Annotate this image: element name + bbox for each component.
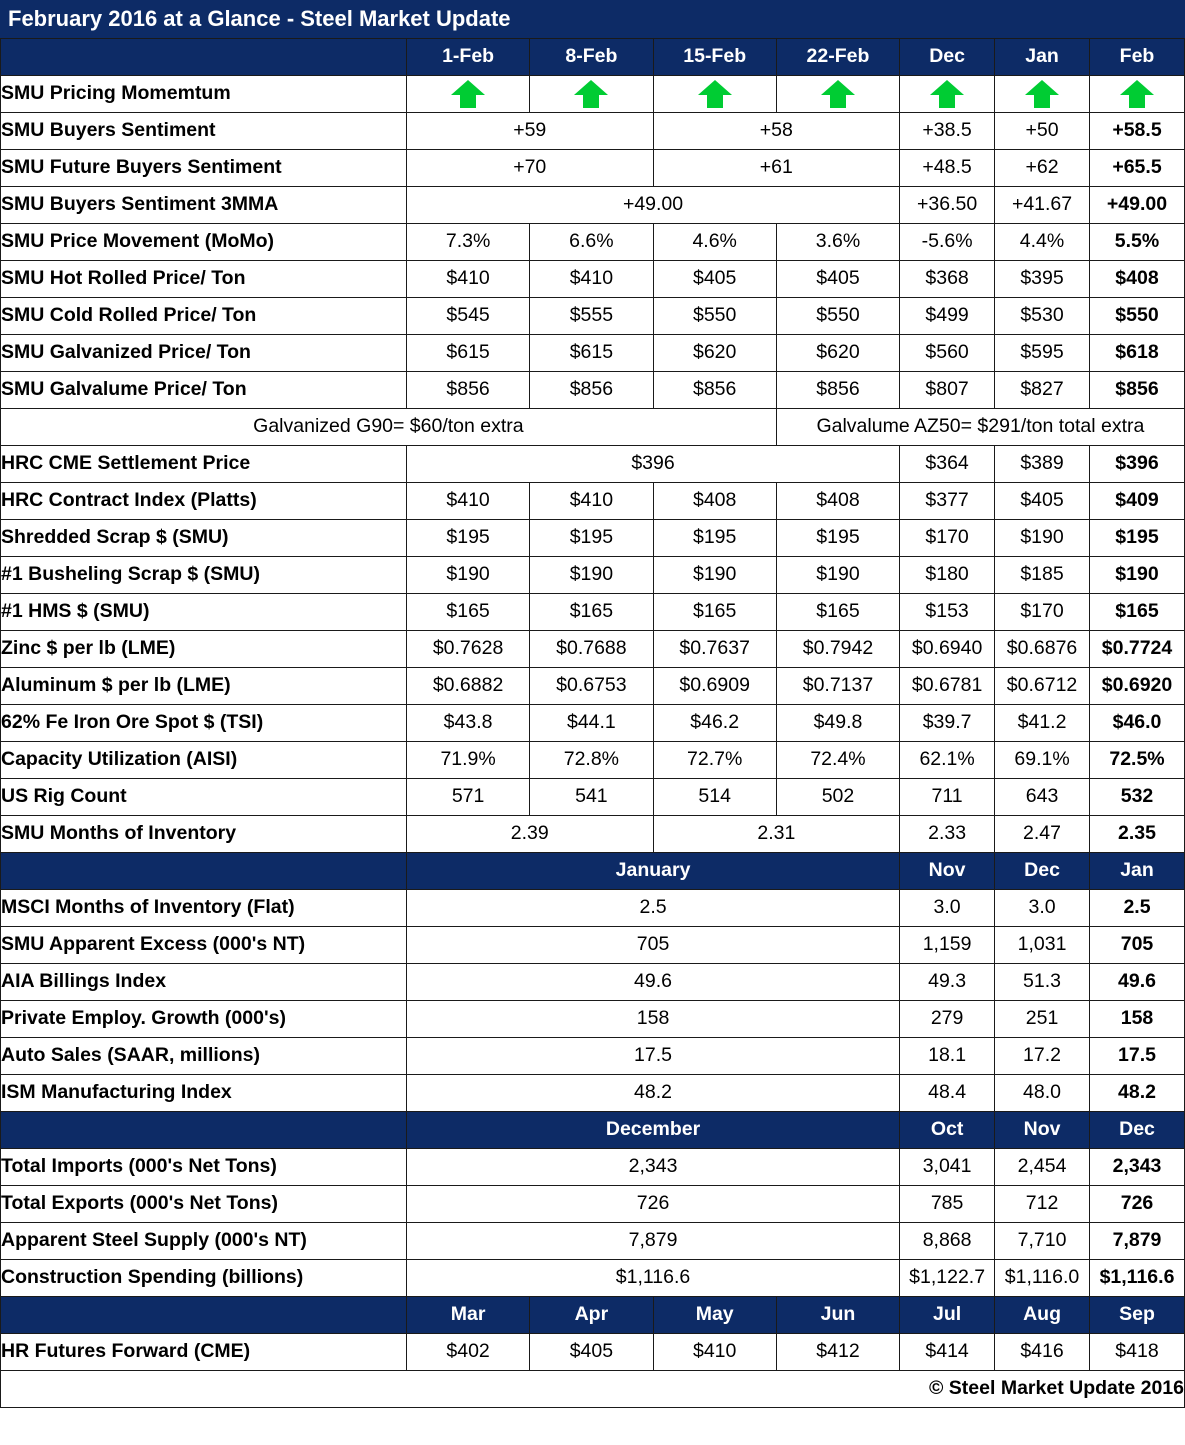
cell-value: 69.1% [995, 742, 1090, 779]
cell-value: $412 [776, 1334, 899, 1371]
cell-value: $856 [530, 372, 653, 409]
cell-value: 48.0 [995, 1075, 1090, 1112]
green-up-arrow-icon [1120, 80, 1154, 108]
cell-value: 711 [900, 779, 995, 816]
cell-value: $410 [530, 261, 653, 298]
table-row [1, 631, 1185, 668]
table-row [1, 557, 1185, 594]
green-up-arrow-icon [698, 80, 732, 108]
cell-value: 2.31 [653, 816, 900, 853]
cell-value: 705 [1090, 927, 1185, 964]
cell-value: -5.6% [900, 224, 995, 261]
cell-value: $620 [653, 335, 776, 372]
cell-value: 251 [995, 1001, 1090, 1038]
cell-value: $615 [530, 335, 653, 372]
cell-value: $545 [406, 298, 529, 335]
cell-value: $550 [776, 298, 899, 335]
col-header-may: May [653, 1297, 776, 1334]
row-label: SMU Price Movement (MoMo) [1, 224, 407, 261]
col-header-aug: Aug [995, 1297, 1090, 1334]
col-header-feb: Feb [1090, 39, 1185, 76]
row-label: Total Imports (000's Net Tons) [1, 1149, 407, 1186]
col-header-22feb: 22-Feb [776, 39, 899, 76]
col-header-8feb: 8-Feb [530, 39, 653, 76]
cell-value: 72.5% [1090, 742, 1185, 779]
cell-value: $595 [995, 335, 1090, 372]
cell-value: 2.47 [995, 816, 1090, 853]
green-up-arrow-icon [930, 80, 964, 108]
cell-value: $409 [1090, 483, 1185, 520]
weekly-header-row [1, 39, 1185, 76]
cell-value: $807 [900, 372, 995, 409]
cell-value: $195 [776, 520, 899, 557]
cell-value: $410 [653, 1334, 776, 1371]
cell-value: 726 [406, 1186, 899, 1223]
cell-value: $165 [406, 594, 529, 631]
cell-value: $0.6876 [995, 631, 1090, 668]
col-header-oct: Oct [900, 1112, 995, 1149]
cell-value: $0.6909 [653, 668, 776, 705]
table-row [1, 1334, 1185, 1371]
cell-value: 4.4% [995, 224, 1090, 261]
table-row [1, 113, 1185, 150]
col-header-jan: Jan [1090, 853, 1185, 890]
cell-value: $618 [1090, 335, 1185, 372]
cell-value: 3.0 [900, 890, 995, 927]
cell-value: $0.7688 [530, 631, 653, 668]
cell-value: 71.9% [406, 742, 529, 779]
cell-value: $185 [995, 557, 1090, 594]
row-label: Private Employ. Growth (000's) [1, 1001, 407, 1038]
cell-value: $368 [900, 261, 995, 298]
cell-value: 502 [776, 779, 899, 816]
row-label: HRC CME Settlement Price [1, 446, 407, 483]
cell-value: 7,710 [995, 1223, 1090, 1260]
row-label: SMU Pricing Momemtum [1, 76, 407, 113]
cell-value: $190 [530, 557, 653, 594]
cell-value: $555 [530, 298, 653, 335]
col-header-dec: Dec [900, 39, 995, 76]
momentum-cell-8feb [530, 76, 653, 113]
cell-value: $856 [653, 372, 776, 409]
cell-value: 3.0 [995, 890, 1090, 927]
cell-value: 17.2 [995, 1038, 1090, 1075]
cell-value: $414 [900, 1334, 995, 1371]
cell-value: $190 [1090, 557, 1185, 594]
cell-value: $377 [900, 483, 995, 520]
cell-value: 7,879 [1090, 1223, 1185, 1260]
cell-value: $620 [776, 335, 899, 372]
cell-value: $0.7628 [406, 631, 529, 668]
table-row [1, 446, 1185, 483]
table-row [1, 335, 1185, 372]
cell-value: 2.5 [406, 890, 899, 927]
cell-value: +50 [995, 113, 1090, 150]
row-label: Zinc $ per lb (LME) [1, 631, 407, 668]
cell-value: +59 [406, 113, 653, 150]
row-label: 62% Fe Iron Ore Spot $ (TSI) [1, 705, 407, 742]
cell-value: $0.7137 [776, 668, 899, 705]
cell-value: 49.6 [1090, 964, 1185, 1001]
trade-header-row [1, 1112, 1185, 1149]
cell-value: 2.39 [406, 816, 653, 853]
cell-value: 17.5 [406, 1038, 899, 1075]
cell-value: 49.6 [406, 964, 899, 1001]
cell-value: 514 [653, 779, 776, 816]
momentum-cell-dec [900, 76, 995, 113]
header-blank [1, 1112, 407, 1149]
cell-value: 6.6% [530, 224, 653, 261]
cell-value: $1,116.0 [995, 1260, 1090, 1297]
cell-value: 2.35 [1090, 816, 1185, 853]
row-label: Total Exports (000's Net Tons) [1, 1186, 407, 1223]
row-label: SMU Apparent Excess (000's NT) [1, 927, 407, 964]
cell-value: $856 [406, 372, 529, 409]
cell-value: 3.6% [776, 224, 899, 261]
cell-value: $0.7637 [653, 631, 776, 668]
cell-value: 643 [995, 779, 1090, 816]
row-label: US Rig Count [1, 779, 407, 816]
cell-value: $195 [530, 520, 653, 557]
cell-value: 2,454 [995, 1149, 1090, 1186]
cell-value: $405 [995, 483, 1090, 520]
cell-value: $39.7 [900, 705, 995, 742]
cell-value: 48.2 [406, 1075, 899, 1112]
cell-value: 7.3% [406, 224, 529, 261]
cell-value: 49.3 [900, 964, 995, 1001]
cell-value: $856 [1090, 372, 1185, 409]
row-label: Construction Spending (billions) [1, 1260, 407, 1297]
cell-value: $165 [530, 594, 653, 631]
header-blank [1, 1297, 407, 1334]
table-row [1, 520, 1185, 557]
main-table [0, 38, 1185, 1408]
cell-value: $170 [995, 594, 1090, 631]
col-header-nov: Nov [995, 1112, 1090, 1149]
col-header-mar: Mar [406, 1297, 529, 1334]
cell-value: $153 [900, 594, 995, 631]
row-label: Capacity Utilization (AISI) [1, 742, 407, 779]
momentum-cell-15feb [653, 76, 776, 113]
table-row [1, 150, 1185, 187]
green-up-arrow-icon [821, 80, 855, 108]
cell-value: $389 [995, 446, 1090, 483]
cell-value: $195 [406, 520, 529, 557]
msci-header-row [1, 853, 1185, 890]
cell-value: 51.3 [995, 964, 1090, 1001]
cell-value: $190 [653, 557, 776, 594]
cell-value: 279 [900, 1001, 995, 1038]
cell-value: $550 [1090, 298, 1185, 335]
cell-value: $408 [776, 483, 899, 520]
cell-value: $180 [900, 557, 995, 594]
cell-value: $49.8 [776, 705, 899, 742]
table-row [1, 1001, 1185, 1038]
section-header-december: December [406, 1112, 899, 1149]
cell-value: $0.6920 [1090, 668, 1185, 705]
cell-value: +36.50 [900, 187, 995, 224]
cell-value: 1,159 [900, 927, 995, 964]
cell-value: $195 [653, 520, 776, 557]
table-row [1, 816, 1185, 853]
table-row [1, 668, 1185, 705]
cell-value: 18.1 [900, 1038, 995, 1075]
table-row [1, 1149, 1185, 1186]
cell-value: 2.5 [1090, 890, 1185, 927]
note-galvanized: Galvanized G90= $60/ton extra [1, 409, 777, 446]
table-row [1, 187, 1185, 224]
table-row [1, 1186, 1185, 1223]
col-header-dec: Dec [1090, 1112, 1185, 1149]
page-title: February 2016 at a Glance - Steel Market Update [0, 0, 1185, 38]
cell-value: $195 [1090, 520, 1185, 557]
cell-value: $827 [995, 372, 1090, 409]
cell-value: $410 [406, 483, 529, 520]
table-row [1, 594, 1185, 631]
cell-value: +41.67 [995, 187, 1090, 224]
header-blank [1, 39, 407, 76]
cell-value: +61 [653, 150, 900, 187]
row-label: AIA Billings Index [1, 964, 407, 1001]
cell-value: $405 [776, 261, 899, 298]
row-label: Shredded Scrap $ (SMU) [1, 520, 407, 557]
table-row [1, 483, 1185, 520]
cell-value: $0.7724 [1090, 631, 1185, 668]
row-label: SMU Galvanized Price/ Ton [1, 335, 407, 372]
cell-value: $41.2 [995, 705, 1090, 742]
row-label: SMU Months of Inventory [1, 816, 407, 853]
cell-value: +70 [406, 150, 653, 187]
col-header-jul: Jul [900, 1297, 995, 1334]
cell-value: 712 [995, 1186, 1090, 1223]
table-row [1, 76, 1185, 113]
cell-value: 2,343 [406, 1149, 899, 1186]
cell-value: $44.1 [530, 705, 653, 742]
cell-value: $396 [406, 446, 899, 483]
col-header-dec: Dec [995, 853, 1090, 890]
table-row [1, 964, 1185, 1001]
row-label: SMU Hot Rolled Price/ Ton [1, 261, 407, 298]
row-label: HR Futures Forward (CME) [1, 1334, 407, 1371]
cell-value: $416 [995, 1334, 1090, 1371]
cell-value: $410 [406, 261, 529, 298]
col-header-sep: Sep [1090, 1297, 1185, 1334]
cell-value: $405 [653, 261, 776, 298]
cell-value: +48.5 [900, 150, 995, 187]
cell-value: $396 [1090, 446, 1185, 483]
table-row [1, 372, 1185, 409]
cell-value: +38.5 [900, 113, 995, 150]
cell-value: 7,879 [406, 1223, 899, 1260]
row-label: SMU Galvalume Price/ Ton [1, 372, 407, 409]
green-up-arrow-icon [574, 80, 608, 108]
col-header-jun: Jun [776, 1297, 899, 1334]
cell-value: 17.5 [1090, 1038, 1185, 1075]
cell-value: $395 [995, 261, 1090, 298]
cell-value: 785 [900, 1186, 995, 1223]
cell-value: $410 [530, 483, 653, 520]
cell-value: $0.6781 [900, 668, 995, 705]
row-label: #1 Busheling Scrap $ (SMU) [1, 557, 407, 594]
momentum-cell-22feb [776, 76, 899, 113]
cell-value: 3,041 [900, 1149, 995, 1186]
row-label: SMU Buyers Sentiment 3MMA [1, 187, 407, 224]
cell-value: $170 [900, 520, 995, 557]
cell-value: 2,343 [1090, 1149, 1185, 1186]
cell-value: $615 [406, 335, 529, 372]
cell-value: 158 [406, 1001, 899, 1038]
cell-value: $530 [995, 298, 1090, 335]
green-up-arrow-icon [451, 80, 485, 108]
cell-value: 8,868 [900, 1223, 995, 1260]
momentum-cell-1feb [406, 76, 529, 113]
cell-value: +49.00 [1090, 187, 1185, 224]
cell-value: $408 [653, 483, 776, 520]
cell-value: +62 [995, 150, 1090, 187]
col-header-jan: Jan [995, 39, 1090, 76]
table-row [1, 890, 1185, 927]
cell-value: 726 [1090, 1186, 1185, 1223]
cell-value: $190 [776, 557, 899, 594]
notes-row [1, 409, 1185, 446]
green-up-arrow-icon [1025, 80, 1059, 108]
cell-value: $165 [776, 594, 899, 631]
col-header-1feb: 1-Feb [406, 39, 529, 76]
cell-value: $1,116.6 [1090, 1260, 1185, 1297]
table-row [1, 1223, 1185, 1260]
cell-value: $43.8 [406, 705, 529, 742]
cell-value: +58 [653, 113, 900, 150]
cell-value: +49.00 [406, 187, 899, 224]
note-galvalume: Galvalume AZ50= $291/ton total extra [776, 409, 1184, 446]
cell-value: 72.8% [530, 742, 653, 779]
cell-value: $856 [776, 372, 899, 409]
col-header-nov: Nov [900, 853, 995, 890]
table-row [1, 927, 1185, 964]
momentum-cell-jan [995, 76, 1090, 113]
row-label: #1 HMS $ (SMU) [1, 594, 407, 631]
cell-value: $190 [406, 557, 529, 594]
cell-value: $408 [1090, 261, 1185, 298]
table-row [1, 1075, 1185, 1112]
cell-value: $0.6712 [995, 668, 1090, 705]
cell-value: $0.7942 [776, 631, 899, 668]
table-row [1, 261, 1185, 298]
cell-value: $550 [653, 298, 776, 335]
cell-value: $0.6940 [900, 631, 995, 668]
col-header-15feb: 15-Feb [653, 39, 776, 76]
cell-value: 1,031 [995, 927, 1090, 964]
cell-value: $165 [1090, 594, 1185, 631]
cell-value: $364 [900, 446, 995, 483]
row-label: Apparent Steel Supply (000's NT) [1, 1223, 407, 1260]
row-label: HRC Contract Index (Platts) [1, 483, 407, 520]
cell-value: $46.0 [1090, 705, 1185, 742]
row-label: Auto Sales (SAAR, millions) [1, 1038, 407, 1075]
cell-value: 72.7% [653, 742, 776, 779]
row-label: SMU Buyers Sentiment [1, 113, 407, 150]
cell-value: $0.6753 [530, 668, 653, 705]
cell-value: $405 [530, 1334, 653, 1371]
row-label: ISM Manufacturing Index [1, 1075, 407, 1112]
cell-value: 158 [1090, 1001, 1185, 1038]
cell-value: 72.4% [776, 742, 899, 779]
cell-value: 2.33 [900, 816, 995, 853]
cell-value: $0.6882 [406, 668, 529, 705]
table-row [1, 1260, 1185, 1297]
cell-value: $418 [1090, 1334, 1185, 1371]
footer-row [1, 1371, 1185, 1408]
cell-value: +65.5 [1090, 150, 1185, 187]
table-row [1, 1038, 1185, 1075]
cell-value: $165 [653, 594, 776, 631]
table-row [1, 224, 1185, 261]
row-label: SMU Future Buyers Sentiment [1, 150, 407, 187]
table-row [1, 779, 1185, 816]
cell-value: $402 [406, 1334, 529, 1371]
cell-value: 541 [530, 779, 653, 816]
table-row [1, 742, 1185, 779]
cell-value: $560 [900, 335, 995, 372]
row-label: MSCI Months of Inventory (Flat) [1, 890, 407, 927]
table-row [1, 298, 1185, 335]
cell-value: 532 [1090, 779, 1185, 816]
cell-value: +58.5 [1090, 113, 1185, 150]
cell-value: $1,116.6 [406, 1260, 899, 1297]
row-label: Aluminum $ per lb (LME) [1, 668, 407, 705]
cell-value: 62.1% [900, 742, 995, 779]
cell-value: 5.5% [1090, 224, 1185, 261]
cell-value: $1,122.7 [900, 1260, 995, 1297]
header-blank [1, 853, 407, 890]
cell-value: 571 [406, 779, 529, 816]
cell-value: 48.2 [1090, 1075, 1185, 1112]
cell-value: 705 [406, 927, 899, 964]
copyright-footer: © Steel Market Update 2016 [1, 1371, 1185, 1408]
cell-value: $190 [995, 520, 1090, 557]
table-row [1, 705, 1185, 742]
cell-value: 48.4 [900, 1075, 995, 1112]
cell-value: $499 [900, 298, 995, 335]
col-header-apr: Apr [530, 1297, 653, 1334]
section-header-january: January [406, 853, 899, 890]
cell-value: $46.2 [653, 705, 776, 742]
momentum-cell-feb [1090, 76, 1185, 113]
row-label: SMU Cold Rolled Price/ Ton [1, 298, 407, 335]
cell-value: 4.6% [653, 224, 776, 261]
futures-header-row [1, 1297, 1185, 1334]
